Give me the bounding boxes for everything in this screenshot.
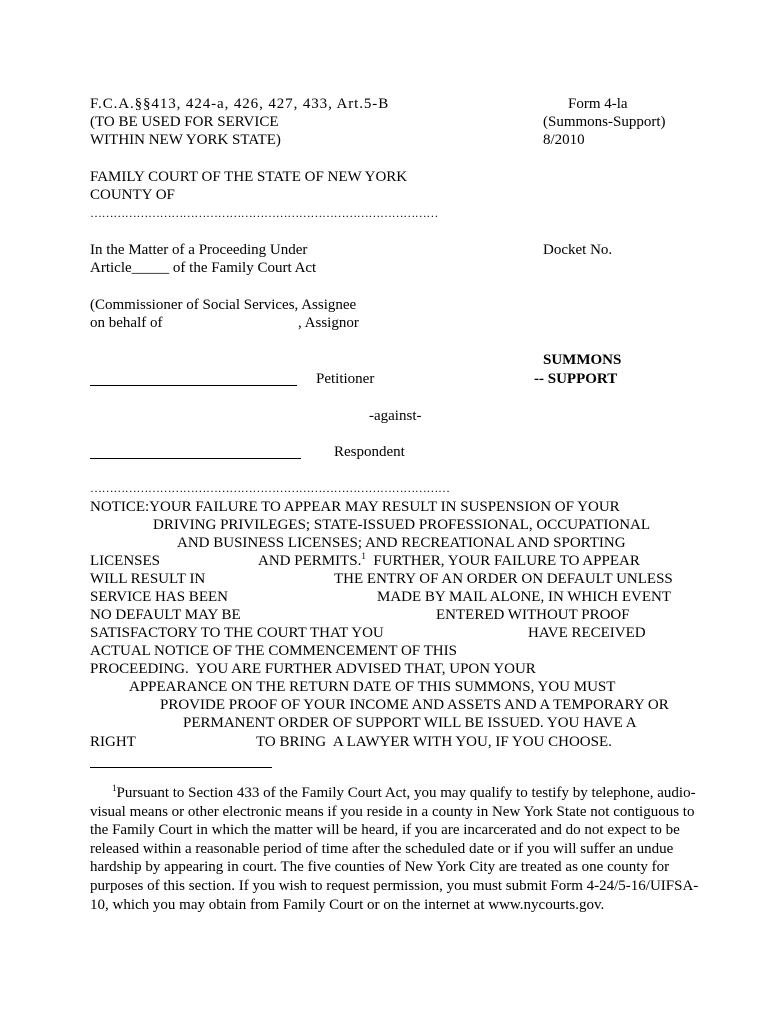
notice-line [258, 552, 640, 570]
notice-line: APPEARANCE ON THE RETURN DATE OF THIS SUMMONS, YOU MUST [129, 679, 616, 695]
county-label: COUNTY OF [90, 187, 175, 203]
article-line [90, 259, 316, 277]
notice-line: NO DEFAULT MAY BE [90, 607, 241, 623]
article-prefix: Article [90, 260, 132, 276]
footnote-separator [90, 767, 272, 768]
notice-line: PROCEEDING. YOU ARE FURTHER ADVISED THAT, UPON YOUR [90, 661, 536, 677]
form-type: (Summons-Support) [543, 114, 666, 130]
notice-line: PERMANENT ORDER OF SUPPORT WILL BE ISSUED. YOU HAVE A [183, 715, 637, 731]
notice-line: NOTICE:YOUR FAILURE TO APPEAR MAY RESULT IN SUSPENSION OF YOUR [90, 499, 620, 515]
form-date: 8/2010 [543, 132, 585, 148]
usage-note-line1: (TO BE USED FOR SERVICE [90, 114, 279, 130]
notice-text: FURTHER, YOUR FAILURE TO APPEAR [365, 553, 640, 569]
county-dotted-line: ……………………………………………………………………………… [90, 206, 439, 220]
notice-line: LICENSES [90, 553, 161, 569]
petitioner-signature-line [90, 385, 297, 386]
footnote [90, 784, 710, 914]
notice-line: TO BRING A LAWYER WITH YOU, IF YOU CHOOSE. [256, 734, 612, 750]
notice-text: AND PERMITS. [258, 553, 362, 569]
notice-line: ENTERED WITHOUT PROOF [436, 607, 630, 623]
respondent-label: Respondent [334, 444, 405, 460]
notice-line: WILL RESULT IN [90, 571, 206, 587]
notice-line: DRIVING PRIVILEGES; STATE-ISSUED PROFESSIONAL, OCCUPATIONAL [153, 517, 651, 533]
notice-line: ACTUAL NOTICE OF THE COMMENCEMENT OF THIS [90, 643, 457, 659]
notice-line: SERVICE HAS BEEN [90, 589, 228, 605]
court-name: FAMILY COURT OF THE STATE OF NEW YORK [90, 169, 408, 185]
footnote-reference: 1 [361, 551, 366, 561]
footnote-text: Pursuant to Section 433 of the Family Court Act, you may qualify to testify by telephone, audio-visual means or other electronic means if you reside in a county in New York State not contiguous to the Family Court in which the matter will be heard, if you are incarcerated and do not expect to be released within a reasonable period of time after the scheduled date or if you will suffer an undue hardship by appearing in court. The five counties of New York City are treated as one county for purposes of this section. If you wish to request permission, you must submit Form 4-24/5-16/UIFSA-10, which you may obtain from Family Court or on the internet at www.nycourts.gov. [90, 785, 699, 913]
notice-line: THE ENTRY OF AN ORDER ON DEFAULT UNLESS [334, 571, 673, 587]
caption-dotted-line: ………………………………………………………………………………… [90, 481, 450, 495]
commissioner-line1: (Commissioner of Social Services, Assignee [90, 297, 357, 313]
assignor-label: , Assignor [298, 315, 359, 331]
summons-subtitle: -- SUPPORT [534, 371, 618, 387]
article-suffix: of the Family Court Act [169, 260, 317, 276]
respondent-signature-line [90, 458, 301, 459]
against-label: -against- [369, 408, 422, 424]
petitioner-label: Petitioner [316, 371, 375, 387]
notice-line: MADE BY MAIL ALONE, IN WHICH EVENT [377, 589, 671, 605]
notice-line: SATISFACTORY TO THE COURT THAT YOU [90, 625, 384, 641]
docket-label: Docket No. [543, 242, 613, 258]
usage-note-line2: WITHIN NEW YORK STATE) [90, 132, 281, 148]
commissioner-behalf: on behalf of [90, 315, 163, 331]
notice-line: RIGHT [90, 734, 136, 750]
article-blank: _____ [131, 260, 170, 276]
statute-citation: F.C.A.§§413, 424-a, 426, 427, 433, Art.5-B [90, 96, 390, 112]
notice-line: AND BUSINESS LICENSES; AND RECREATIONAL AND SPORTING [177, 535, 626, 551]
form-number: Form 4-la [568, 96, 628, 112]
notice-line: HAVE RECEIVED [528, 625, 646, 641]
matter-line: In the Matter of a Proceeding Under [90, 242, 308, 258]
footnote-marker: 1 [112, 783, 117, 793]
summons-title: SUMMONS [543, 352, 622, 368]
notice-line: PROVIDE PROOF OF YOUR INCOME AND ASSETS AND A TEMPORARY OR [160, 697, 669, 713]
